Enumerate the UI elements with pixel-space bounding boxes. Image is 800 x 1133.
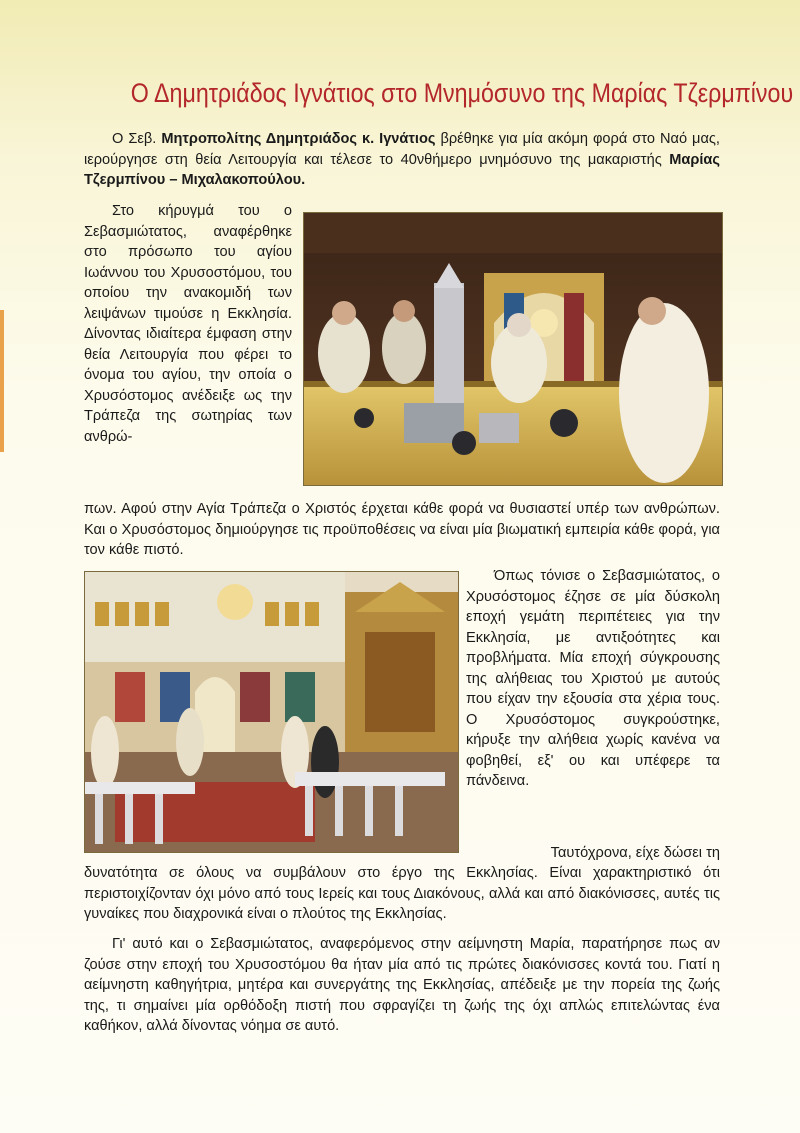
intro-text-c: βρέθηκε για μία ακόμη φορά στο Ναό μας, ιερούργησε στη θεία Λειτουργία και τέλεσε το 40νθήμερο μνημόσυνο της μακαριστής xyxy=(84,131,720,168)
deceased-name: Μαρίας Τζερμπίνου – Μιχαλακοπούλου. xyxy=(84,151,720,188)
paragraph-maria-tribute: Γι' αυτό και ο Σεβασμιώτατος, αναφερόμενος στην αείμνηστη Μαρία, παρατήρησε πως αν ζούσε στην εποχή του Χρυσοστόμου θα ήταν μία από τις πρώτες διακόνισσες κοντά του. Γιατί η αείμνηστη καθηγήτρια, μητέρα και συνεργάτης της Εκκλησίας, απέδειξε με την πορεία της ζωής της, τι σημαίνει μία ορθόδοξη πιστή που σφραγίζει τη ζωής της όχι απλώς επιτελώντας ένα καθήκον, αλλά δίνοντας νόημα σε αυτό. xyxy=(84,936,720,1034)
church-interior-illustration xyxy=(85,572,458,852)
altar-liturgy-photo xyxy=(303,212,723,486)
paragraph-simultaneously-start: Ταυτόχρονα, είχε δώσει τη xyxy=(550,845,720,861)
paragraph-intro xyxy=(84,129,720,191)
page-side-tab xyxy=(0,310,4,452)
paragraph-deaconesses: δυνατότητα σε όλους να συμβάλουν στο έργο της Εκκλησίας. Είναι χαρακτηριστικό ότι περιστοιχίζονταν όχι μόνο από τους Ιερείς και τους Διακόνους, αλλά και από διακόνισσες, αυτές τις γυναίκες που διαχρονικά είναι ο πλούτος της Εκκλησίας. xyxy=(84,865,720,922)
church-interior-photo xyxy=(84,571,459,853)
paragraph-sermon-left: Στο κήρυγμά του ο Σεβασμιώτατος, αναφέρθηκε στο πρόσωπο του αγίου Ιωάννου του Χρυσοστόμου, του οποίου την ανακομιδή των λειψάνων τιμούσε η Εκκλησία. Δίνοντας ιδιαίτερα έμφαση στην θεία Λειτουργία που φέρει το όνομα του αγίου, την οποία ο Χρυσόστομος ανέδειξε ως την Τράπεζα της σωτηρίας των ανθρώ- xyxy=(84,203,292,445)
paragraph-sermon-full: πων. Αφού στην Αγία Τράπεζα ο Χριστός έρχεται κάθε φορά να θυσιαστεί υπέρ των ανθρώπων. Και ο Χρυσόστομος δημιούργησε τις προϋποθέσεις να είναι μία βιωματική εμπειρία κάθε φορά, για τον κάθε πιστό. xyxy=(84,501,720,558)
paragraph-chrysostom: Όπως τόνισε ο Σεβασμιώτατος, ο Χρυσόστομος έζησε σε μία δύσκολη εποχή γεμάτη περιπέτειες για την Εκκλησία, με αντιξοότητες και προβλήματα. Μία εποχή σύγκρουσης της αλήθειας του Χριστού με αυτούς που είχαν την εξουσία στα χέρια τους. Ο Χρυσόστομος συγκρούστηκε, κήρυξε την αλήθεια χωρίς κανένα να φοβηθεί, εξ' ου και υπέφερε τα πάνδεινα. xyxy=(466,568,720,789)
intro-text-a: Ο Σεβ. xyxy=(112,131,162,147)
metropolitan-name: Μητροπολίτης Δημητριάδος κ. Ιγνάτιος xyxy=(161,131,436,147)
altar-liturgy-illustration xyxy=(304,213,722,485)
article-title: Ο Δημητριάδος Ιγνάτιος στο Μνημόσυνο της Μαρίας Τζερμπίνου xyxy=(130,78,794,108)
